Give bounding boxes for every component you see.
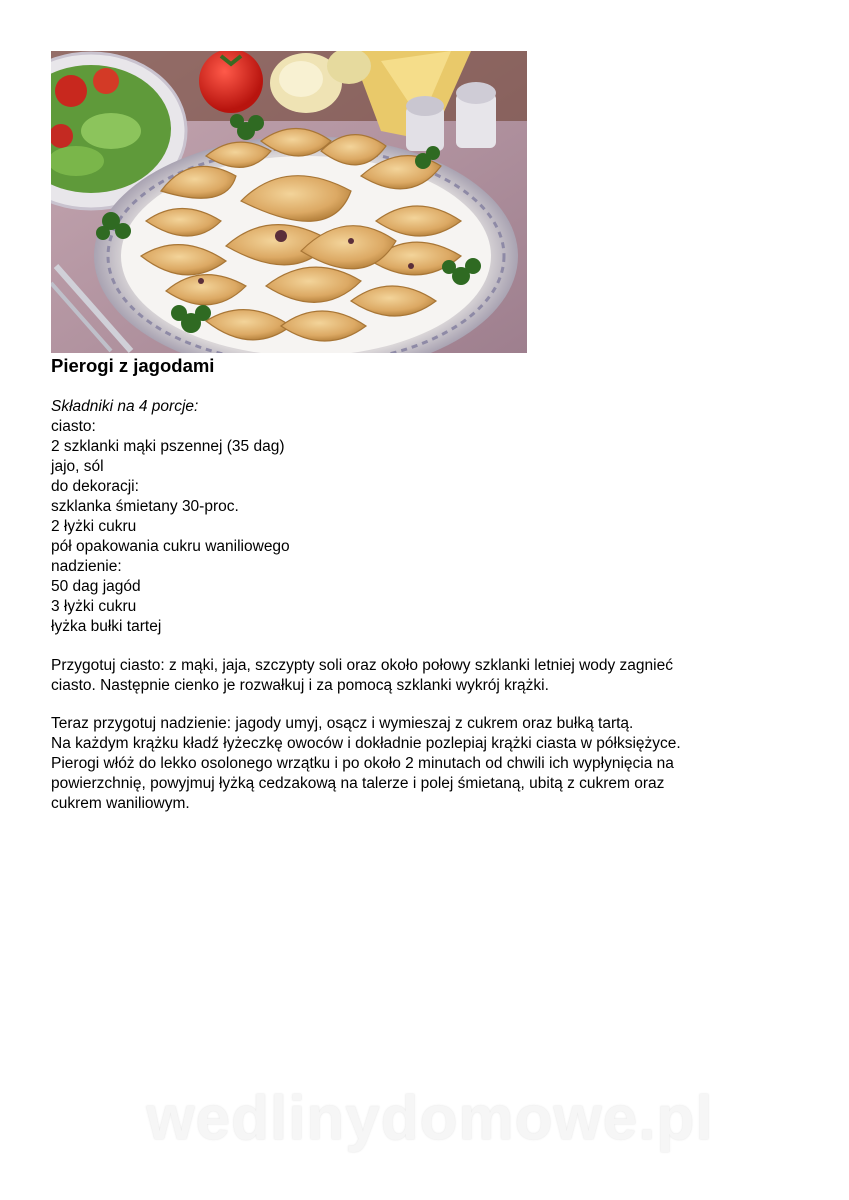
instruction-line: Na każdym krążku kładź łyżeczkę owoców i dokładnie pozlepiaj krążki ciasta w półksiężyce. [51, 735, 681, 752]
instruction-line: cukrem waniliowym. [51, 795, 190, 812]
watermark: wedlinydomowe.pl [146, 1084, 714, 1153]
instruction-line: Teraz przygotuj nadzienie: jagody umyj, osącz i wymieszaj z cukrem oraz bułką tartą. [51, 715, 634, 732]
instruction-line: ciasto. Następnie cienko je rozwałkuj i za pomocą szklanki wykrój krążki. [51, 677, 549, 694]
ingredient-item: pół opakowania cukru waniliowego [51, 538, 290, 555]
ingredient-item: jajo, sól [51, 458, 104, 475]
instruction-line: Pierogi włóż do lekko osolonego wrzątku i po około 2 minutach od chwili ich wypłynięcia na [51, 755, 674, 772]
ingredient-item: szklanka śmietany 30-proc. [51, 498, 239, 515]
ingredient-item: do dekoracji: [51, 478, 139, 495]
ingredient-item: ciasto: [51, 418, 96, 435]
ingredient-item: 3 łyżki cukru [51, 598, 137, 615]
ingredient-item: 2 szklanki mąki pszennej (35 dag) [51, 438, 285, 455]
ingredients-list [51, 397, 290, 637]
ingredient-item: 2 łyżki cukru [51, 518, 137, 535]
instruction-line: powierzchnię, powyjmuj łyżką cedzakową na talerze i polej śmietaną, ubitą z cukrem oraz [51, 775, 665, 792]
instructions-filling [51, 714, 791, 814]
instructions-dough [51, 656, 791, 696]
ingredient-item: nadzienie: [51, 558, 122, 575]
ingredient-item: łyżka bułki tartej [51, 618, 162, 635]
recipe-title: Pierogi z jagodami [51, 355, 215, 376]
ingredients-subtitle: Składniki na 4 porcje: [51, 398, 199, 415]
instruction-line: Przygotuj ciasto: z mąki, jaja, szczypty soli oraz około połowy szklanki letniej wody zagnieć [51, 657, 673, 674]
recipe-photo [51, 51, 527, 353]
ingredient-item: 50 dag jagód [51, 578, 141, 595]
